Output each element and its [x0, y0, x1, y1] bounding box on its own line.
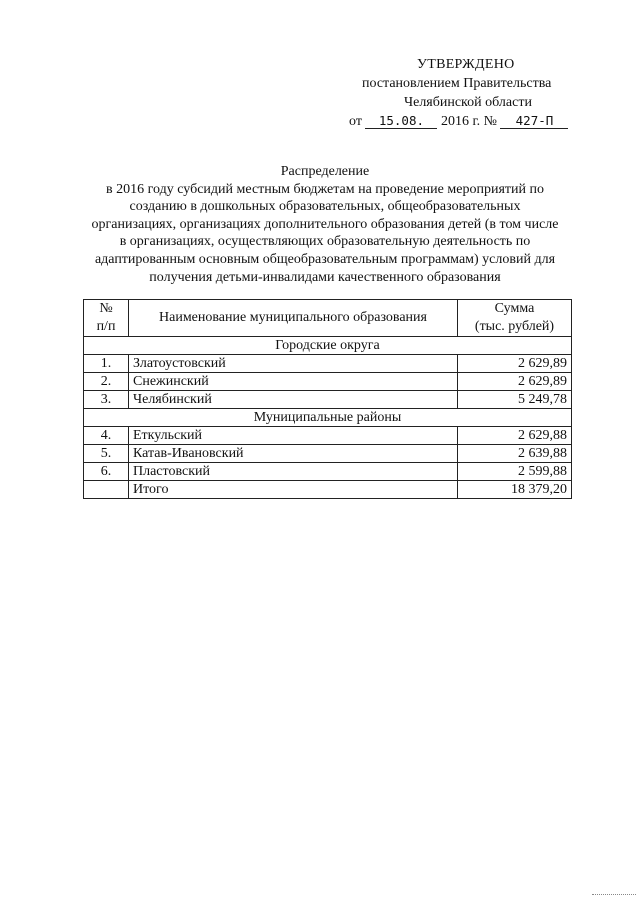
heading-line: созданию в дошкольных образовательных, общеобразовательных: [129, 199, 521, 215]
approval-number-field: 427-П: [500, 113, 568, 129]
row-sum: 2 639,88: [458, 445, 572, 463]
table-row: [84, 391, 572, 409]
table-header-row: [84, 300, 572, 337]
row-sum: 5 249,78: [458, 391, 572, 409]
approval-stamp: [345, 55, 585, 131]
row-municipality: Златоустовский: [129, 355, 458, 373]
table-row: [84, 373, 572, 391]
row-municipality: Пластовский: [129, 463, 458, 481]
header-number-abbr: п/п: [96, 319, 116, 334]
row-municipality: Катав-Ивановский: [129, 445, 458, 463]
approval-date-field: 15.08.: [365, 113, 437, 129]
group-label: Муниципальные районы: [84, 409, 572, 427]
row-sum: 2 629,89: [458, 373, 572, 391]
heading-line: адаптированным основным общеобразовательным программам) условий для: [94, 251, 556, 267]
document-heading: [80, 163, 570, 286]
subsidy-table: [83, 299, 572, 499]
row-municipality: Снежинский: [129, 373, 458, 391]
approval-year-label: 2016 г. №: [440, 114, 497, 129]
total-label: Итого: [129, 481, 458, 499]
row-number: 5.: [84, 445, 129, 463]
group-label: Городские округа: [84, 337, 572, 355]
table-row: [84, 445, 572, 463]
heading-line: получения детьми-инвалидами качественного образования: [149, 269, 501, 285]
row-sum: 2 599,88: [458, 463, 572, 481]
heading-line: в организациях, осуществляющих образовательную деятельность по: [119, 234, 531, 250]
heading-line: в 2016 году субсидий местным бюджетам на проведение мероприятий по: [106, 181, 544, 197]
approval-resolution-line: постановлением Правительства: [362, 76, 552, 91]
approval-date-row: [345, 112, 585, 131]
header-sum-unit: (тыс. рублей): [474, 319, 555, 334]
heading-title: Распределение: [280, 164, 370, 179]
row-sum: 2 629,88: [458, 427, 572, 445]
approval-region-line: Челябинской области: [404, 95, 532, 110]
header-sum: [458, 300, 572, 337]
row-number: 4.: [84, 427, 129, 445]
total-row: [84, 481, 572, 499]
header-sum-title: Сумма: [494, 301, 535, 316]
row-number: 6.: [84, 463, 129, 481]
table-row: [84, 355, 572, 373]
row-sum: 2 629,89: [458, 355, 572, 373]
row-municipality: Еткульский: [129, 427, 458, 445]
header-municipality-name: Наименование муниципального образования: [129, 300, 458, 337]
table-row: [84, 427, 572, 445]
total-sum: 18 379,20: [458, 481, 572, 499]
header-number-symbol: №: [99, 301, 113, 316]
approval-title: УТВЕРЖДЕНО: [417, 57, 515, 72]
row-number: 2.: [84, 373, 129, 391]
header-number: [84, 300, 129, 337]
row-municipality: Челябинский: [129, 391, 458, 409]
heading-line: организациях, организациях дополнительного образования детей (в том числе: [91, 216, 559, 232]
total-number: [84, 481, 129, 499]
table-row: [84, 463, 572, 481]
row-number: 1.: [84, 355, 129, 373]
footer-dotted-line: [592, 894, 636, 895]
from-label: от: [349, 114, 362, 129]
group-row-city-districts: [84, 337, 572, 355]
group-row-municipal-districts: [84, 409, 572, 427]
row-number: 3.: [84, 391, 129, 409]
